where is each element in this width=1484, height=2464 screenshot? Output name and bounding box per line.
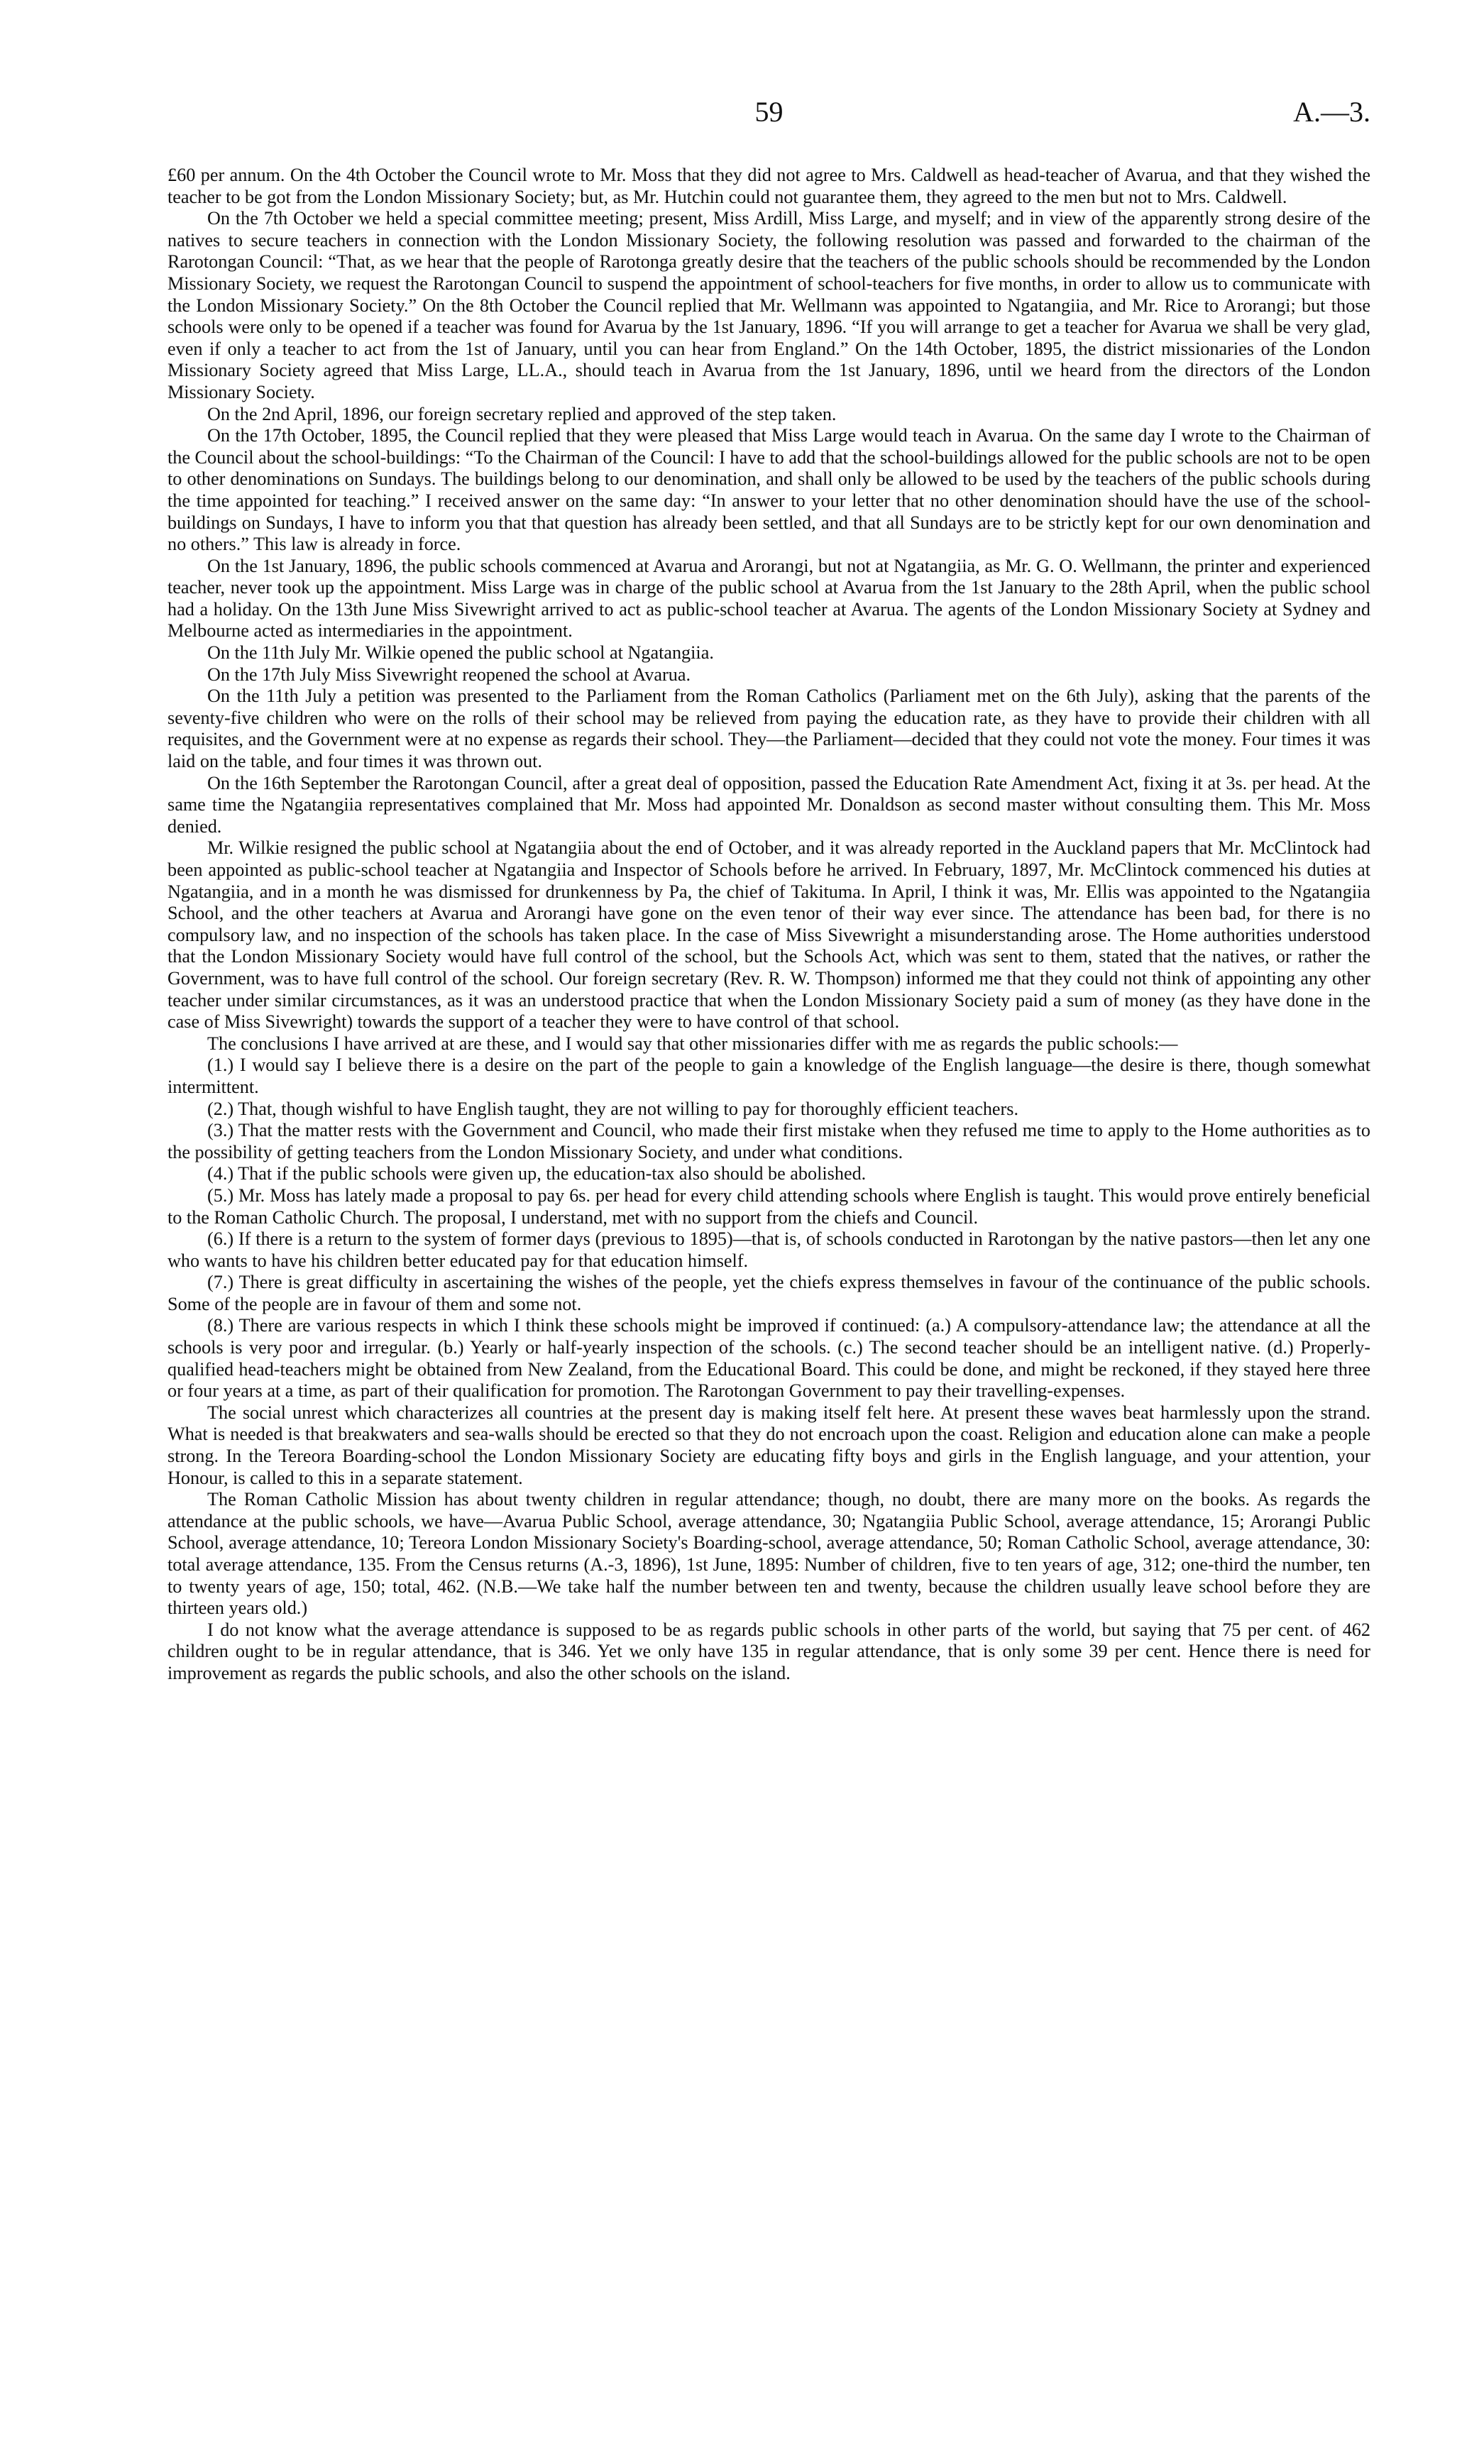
list-item: (2.) That, though wishful to have English taught, they are not willing to pay for thoroughly efficient teachers.: [207, 1098, 1019, 1119]
page-header: [167, 91, 1370, 133]
list-item: (1.) I would say I believe there is a desire on the part of the people to gain a knowledge of the English language—the desire is there, though somewhat intermittent.: [167, 1055, 1370, 1097]
document-reference: A.—3.: [1293, 96, 1370, 128]
paragraph: The conclusions I have arrived at are these, and I would say that other missionaries differ with me as regards the public schools:—: [207, 1033, 1178, 1054]
body-text: [167, 165, 1370, 1685]
paragraph: The social unrest which characterizes all countries at the present day is making itself felt here. At present these waves beat harmlessly upon the strand. What is needed is that breakwaters and sea-walls should be erected so that they do not encroach upon the coast. Religion and education alone can make a people strong. In the Tereora Boarding-school the London Missionary Society are educating fifty boys and girls in the English language, and your attention, your Honour, is called to this in a separate statement.: [167, 1402, 1370, 1488]
paragraph: The Roman Catholic Mission has about twenty children in regular attendance; though, no doubt, there are many more on the books. As regards the attendance at the public schools, we have—Avarua Public School, average attendance, 30; Ngatangiia Public School, average attendance, 15; Arorangi Public School, average attendance, 10; Tereora London Missionary Society's Boarding-school, average attendance, 50; Roman Catholic School, average attendance, 30: total average attendance, 135. From the Census returns (A.-3, 1896), 1st June, 1895: Number of children, five to ten years of age, 312; one-third the number, ten to twenty years of age, 150; total, 462. (N.B.—We take half the number between ten and twenty, because the children usually leave school before they are thirteen years old.): [167, 1489, 1370, 1619]
list-item: (6.) If there is a return to the system of former days (previous to 1895)—that is, of schools conducted in Rarotongan by the native pastors—then let any one who wants to have his children better educated pay for that education himself.: [167, 1228, 1370, 1271]
paragraph: On the 2nd April, 1896, our foreign secretary replied and approved of the step taken.: [207, 403, 837, 424]
paragraph: On the 17th July Miss Sivewright reopened the school at Avarua.: [207, 664, 691, 685]
paragraph: On the 17th October, 1895, the Council replied that they were pleased that Miss Large would teach in Avarua. On the same day I wrote to the Chairman of the Council about the school-buildings: “To the Chairman of the Council: I have to add that the school-buildings allowed for the public schools are not to be open to other denominations on Sundays. The buildings belong to our denomination, and shall only be allowed to be used by the teachers of the public schools during the time appointed for teaching.” I received answer on the same day: “In answer to your letter that no other denomination should have the use of the school-buildings on Sundays, I have to inform you that that question has already been settled, and that all Sundays are to be strictly kept for our own denomination and no others.” This law is already in force.: [167, 425, 1370, 555]
list-item: (3.) That the matter rests with the Government and Council, who made their first mistake when they refused me time to apply to the Home authorities as to the possibility of getting teachers from the London Missionary Society, and under what conditions.: [167, 1120, 1370, 1162]
paragraph: On the 11th July a petition was presented to the Parliament from the Roman Catholics (Parliament met on the 6th July), asking that the parents of the seventy-five children who were on the rolls of their school may be relieved from paying the education rate, as they have to provide their children with all requisites, and the Government were at no expense as regards their school. They—the Parliament—decided that they could not vote the money. Four times it was laid on the table, and four times it was thrown out.: [167, 686, 1370, 772]
paragraph: On the 16th September the Rarotongan Council, after a great deal of opposition, passed the Education Rate Amendment Act, fixing it at 3s. per head. At the same time the Ngatangiia representatives complained that Mr. Moss had appointed Mr. Donaldson as second master without consulting them. This Mr. Moss denied.: [167, 772, 1370, 837]
paragraph: On the 7th October we held a special committee meeting; present, Miss Ardill, Miss Large, and myself; and in view of the apparently strong desire of the natives to secure teachers in connection with the London Missionary Society, the following resolution was passed and forwarded to the chairman of the Rarotongan Council: “That, as we hear that the people of Rarotonga greatly desire that the teachers of the public schools should be recommended by the London Missionary Society, we request the Rarotongan Council to suspend the appointment of school-teachers for five months, in order to allow us to communicate with the London Missionary Society.” On the 8th October the Council replied that Mr. Wellmann was appointed to Ngatangiia, and Mr. Rice to Arorangi; but those schools were only to be opened if a teacher was found for Avarua by the 1st January, 1896. “If you will arrange to get a teacher for Avarua we shall be very glad, even if only a teacher to act from the 1st of January, until you can hear from England.” On the 14th October, 1895, the district missionaries of the London Missionary Society agreed that Miss Large, LL.A., should teach in Avarua from the 1st January, 1896, until we heard from the directors of the London Missionary Society.: [167, 208, 1370, 402]
paragraph: Mr. Wilkie resigned the public school at Ngatangiia about the end of October, and it was already reported in the Auckland papers that Mr. McClintock had been appointed as public-school teacher at Ngatangiia and Inspector of Schools before he arrived. In February, 1897, Mr. McClintock commenced his duties at Ngatangiia, and in a month he was dismissed for drunkenness by Pa, the chief of Takituma. In April, I think it was, Mr. Ellis was appointed to the Ngatangiia School, and the other teachers at Avarua and Arorangi have gone on the even tenor of their way ever since. The attendance has been bad, for there is no compulsory law, and no inspection of the schools has taken place. In the case of Miss Sivewright a misunderstanding arose. The Home authorities understood that the London Missionary Society would have full control of the school, but the Schools Act, which was sent to them, stated that the natives, or rather the Government, was to have full control of the school. Our foreign secretary (Rev. R. W. Thompson) informed me that they could not think of appointing any other teacher under similar circumstances, as it was an understood practice that when the London Missionary Society paid a sum of money (as they have done in the case of Miss Sivewright) towards the support of a teacher they were to have control of that school.: [167, 837, 1370, 1033]
paragraph: On the 1st January, 1896, the public schools commenced at Avarua and Arorangi, but not at Ngatangiia, as Mr. G. O. Wellmann, the printer and experienced teacher, never took up the appointment. Miss Large was in charge of the public school at Avarua from the 1st January to the 28th April, when the public school had a holiday. On the 13th June Miss Sivewright arrived to act as public-school teacher at Avarua. The agents of the London Missionary Society at Sydney and Melbourne acted as intermediaries in the appointment.: [167, 555, 1370, 642]
page-number: 59: [754, 96, 784, 128]
paragraph-continuation: £60 per annum. On the 4th October the Council wrote to Mr. Moss that they did not agree to Mrs. Caldwell as head-teacher of Avarua, and that they wished the teacher to be got from the London Missionary Society; but, as Mr. Hutchin could not guarantee them, they agreed to the men but not to Mrs. Caldwell.: [167, 165, 1370, 207]
paragraph: I do not know what the average attendance is supposed to be as regards public schools in other parts of the world, but saying that 75 per cent. of 462 children ought to be in regular attendance, that is 346. Yet we only have 135 in regular attendance, that is only some 39 per cent. Hence there is need for improvement as regards the public schools, and also the other schools on the island.: [167, 1619, 1370, 1683]
list-item: (7.) There is great difficulty in ascertaining the wishes of the people, yet the chiefs express themselves in favour of the continuance of the public schools. Some of the people are in favour of them and some not.: [167, 1272, 1370, 1314]
list-item: (8.) There are various respects in which I think these schools might be improved if continued: (a.) A compulsory-attendance law; the attendance at all the schools is very poor and irregular. (b.) Yearly or half-yearly inspection of the schools. (c.) The second teacher should be an intelligent native. (d.) Properly-qualified head-teachers might be obtained from New Zealand, from the Educational Board. This could be done, and might be reckoned, if they stayed here three or four years at a time, as part of their qualification for promotion. The Rarotongan Government to pay their travelling-expenses.: [167, 1315, 1370, 1402]
paragraph: On the 11th July Mr. Wilkie opened the public school at Ngatangiia.: [207, 642, 714, 664]
list-item: (4.) That if the public schools were given up, the education-tax also should be abolished.: [207, 1163, 867, 1184]
list-item: (5.) Mr. Moss has lately made a proposal to pay 6s. per head for every child attending schools where English is taught. This would prove entirely beneficial to the Roman Catholic Church. The proposal, I understand, met with no support from the chiefs and Council.: [167, 1184, 1370, 1228]
